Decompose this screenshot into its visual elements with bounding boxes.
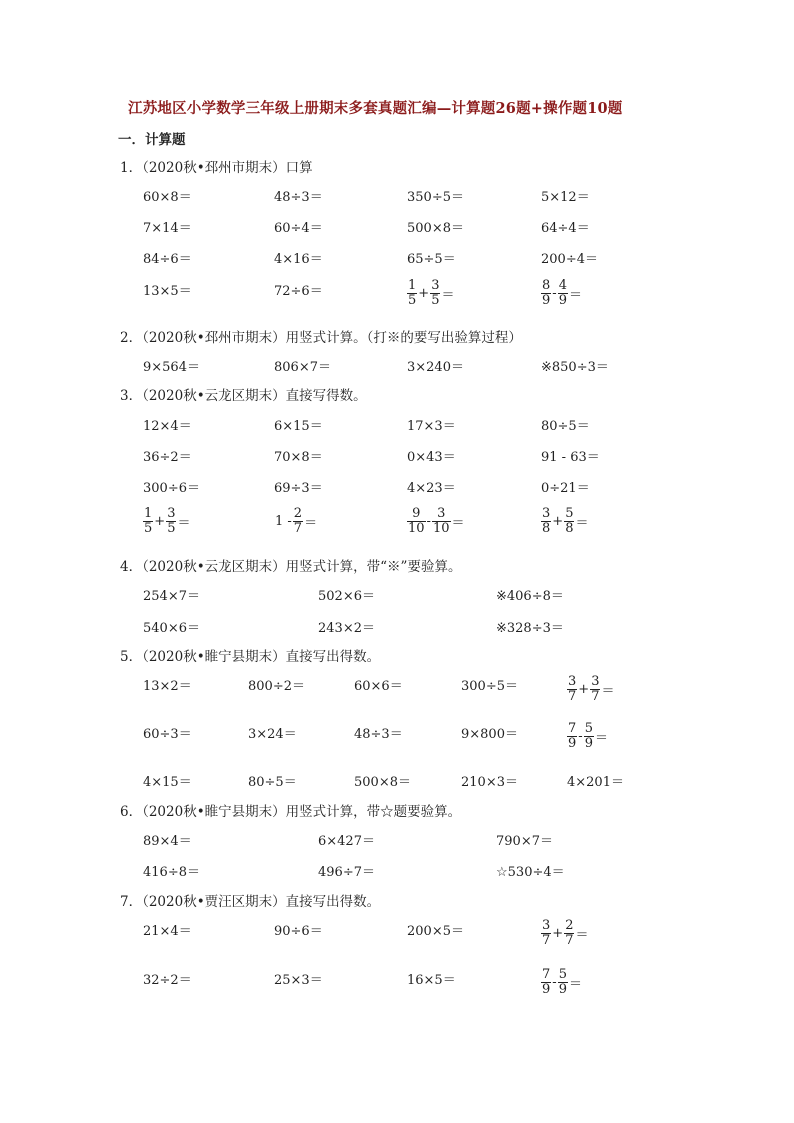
fraction (541, 279, 551, 308)
problem: 60×8＝ (143, 190, 192, 205)
problem: ※850÷3＝ (541, 360, 609, 375)
equals-sign: ＝ (568, 288, 582, 303)
operator: + (578, 682, 590, 697)
denominator: 9 (584, 736, 593, 751)
problem: 12×4＝ (143, 419, 192, 434)
fraction (541, 968, 551, 997)
problem: 60÷3＝ (143, 727, 192, 742)
numerator: 3 (568, 674, 577, 689)
denominator: 5 (144, 521, 153, 536)
equals-sign: ＝ (601, 684, 615, 699)
problem: 13×2＝ (143, 679, 192, 694)
problem: 65÷5＝ (407, 252, 456, 267)
denominator: 10 (408, 521, 425, 536)
problem: 4×15＝ (143, 775, 192, 790)
denominator: 9 (542, 293, 551, 308)
fraction (564, 919, 574, 948)
problem: 200×5＝ (407, 924, 464, 939)
denominator: 8 (542, 521, 551, 536)
question-label: 7．（2020秋•贾汪区期末）直接写出得数。 (120, 894, 381, 910)
problem: 48÷3＝ (274, 190, 323, 205)
numerator: 7 (542, 967, 551, 982)
numerator: 3 (432, 507, 451, 522)
denominator: 7 (568, 689, 577, 704)
numerator: 9 (407, 507, 426, 522)
problem: 9×800＝ (461, 727, 518, 742)
denominator: 8 (565, 521, 574, 536)
question-label: 1．（2020秋•邳州市期末）口算 (120, 160, 313, 176)
problem: 17×3＝ (407, 419, 456, 434)
equals-sign: ＝ (451, 516, 465, 531)
problem: 416÷8＝ (143, 865, 200, 880)
fraction (541, 919, 551, 948)
fraction-problem (541, 919, 589, 948)
problem: 80÷5＝ (541, 419, 590, 434)
operator: + (552, 514, 564, 529)
equals-sign: ＝ (594, 731, 608, 746)
fraction (407, 279, 417, 308)
denominator: 7 (542, 933, 551, 948)
problem: 300÷6＝ (143, 481, 200, 496)
equals-sign: ＝ (568, 977, 582, 992)
fraction (590, 675, 600, 704)
problem: 13×5＝ (143, 284, 192, 299)
question-label: 5．（2020秋•睢宁县期末）直接写出得数。 (120, 649, 381, 665)
operator: - (578, 729, 583, 744)
equals-sign: ＝ (304, 516, 318, 531)
numerator: 3 (542, 506, 551, 521)
fraction (567, 675, 577, 704)
fraction (166, 507, 176, 536)
numerator: 3 (167, 506, 176, 521)
numerator: 5 (584, 721, 593, 736)
problem: 3×240＝ (407, 360, 464, 375)
problem: 500×8＝ (354, 775, 411, 790)
problem: 64÷4＝ (541, 221, 590, 236)
problem: 5×12＝ (541, 190, 590, 205)
equals-sign: ＝ (575, 516, 589, 531)
problem: 4×23＝ (407, 481, 456, 496)
section-heading: 一．计算题 (118, 132, 186, 148)
problem: 70×8＝ (274, 450, 323, 465)
problem: 350÷5＝ (407, 190, 464, 205)
fraction-problem (567, 722, 609, 751)
problem: 502×6＝ (318, 589, 375, 604)
numerator: 5 (565, 506, 574, 521)
problem: 60÷4＝ (274, 221, 323, 236)
problem: 540×6＝ (143, 621, 200, 636)
denominator: 10 (432, 521, 450, 536)
fraction-problem (407, 279, 455, 308)
problem: 91 - 63＝ (541, 450, 600, 465)
problem: 25×3＝ (274, 973, 323, 988)
denominator: 9 (558, 293, 567, 308)
numerator: 8 (542, 278, 551, 293)
problem: 36÷2＝ (143, 450, 192, 465)
numerator: 2 (565, 918, 574, 933)
denominator: 9 (558, 982, 567, 997)
operator: + (552, 926, 564, 941)
fraction (564, 507, 574, 536)
problem: 243×2＝ (318, 621, 375, 636)
problem: 89×4＝ (143, 834, 192, 849)
problem: 9×564＝ (143, 360, 200, 375)
problem: 4×201＝ (567, 775, 624, 790)
problem: 60×6＝ (354, 679, 403, 694)
fraction (407, 507, 426, 536)
problem: 200÷4＝ (541, 252, 598, 267)
question-label: 2．（2020秋•邳州市期末）用竖式计算。（打※的要写出验算过程） (120, 330, 522, 346)
numerator: 4 (558, 278, 567, 293)
fraction (541, 507, 551, 536)
problem: 80÷5＝ (248, 775, 297, 790)
operator: - (552, 975, 557, 990)
problem: 6×427＝ (318, 834, 375, 849)
problem: ☆530÷4＝ (496, 865, 565, 880)
problem: 210×3＝ (461, 775, 518, 790)
problem: ※328÷3＝ (496, 621, 564, 636)
numerator: 1 (408, 278, 417, 293)
denominator: 9 (568, 736, 577, 751)
denominator: 5 (431, 293, 440, 308)
problem: 0×43＝ (407, 450, 456, 465)
numerator: 3 (542, 918, 551, 933)
numerator: 7 (568, 721, 577, 736)
equals-sign: ＝ (177, 516, 191, 531)
problem: 69÷3＝ (274, 481, 323, 496)
fraction (558, 968, 568, 997)
numerator: 3 (591, 674, 600, 689)
denominator: 9 (542, 982, 551, 997)
fraction-problem (143, 507, 191, 536)
page-title: 江苏地区小学数学三年级上册期末多套真题汇编—计算题26题+操作题10题 (128, 100, 623, 117)
fraction-problem (567, 675, 615, 704)
problem: 3×24＝ (248, 727, 297, 742)
fraction (567, 722, 577, 751)
fraction (558, 279, 568, 308)
problem: 790×7＝ (496, 834, 553, 849)
whole-number-term: 1 - (275, 514, 292, 529)
problem: ※406÷8＝ (496, 589, 564, 604)
problem: 800÷2＝ (248, 679, 305, 694)
equals-sign: ＝ (441, 288, 455, 303)
fraction (584, 722, 594, 751)
numerator: 3 (431, 278, 440, 293)
problem: 21×4＝ (143, 924, 192, 939)
fraction-problem (274, 507, 318, 536)
problem: 496÷7＝ (318, 865, 375, 880)
numerator: 1 (144, 506, 153, 521)
problem: 806×7＝ (274, 360, 331, 375)
problem: 16×5＝ (407, 973, 456, 988)
fraction (430, 279, 440, 308)
problem: 48÷3＝ (354, 727, 403, 742)
fraction (293, 507, 303, 536)
problem: 500×8＝ (407, 221, 464, 236)
question-label: 6．（2020秋•睢宁县期末）用竖式计算，带☆题要验算。 (120, 804, 462, 820)
operator: - (552, 286, 557, 301)
numerator: 5 (558, 967, 567, 982)
denominator: 7 (293, 521, 303, 536)
equals-sign: ＝ (575, 928, 589, 943)
operator: + (154, 514, 166, 529)
operator: + (418, 286, 430, 301)
problem: 84÷6＝ (143, 252, 192, 267)
denominator: 5 (408, 293, 417, 308)
fraction-problem (407, 507, 466, 536)
denominator: 7 (565, 933, 574, 948)
problem: 7×14＝ (143, 221, 192, 236)
fraction (143, 507, 153, 536)
fraction-problem (541, 968, 583, 997)
question-label: 3．（2020秋•云龙区期末）直接写得数。 (120, 388, 367, 404)
operator: - (426, 514, 431, 529)
denominator: 7 (591, 689, 600, 704)
problem: 6×15＝ (274, 419, 323, 434)
problem: 90÷6＝ (274, 924, 323, 939)
problem: 300÷5＝ (461, 679, 518, 694)
fraction (432, 507, 451, 536)
numerator: 2 (293, 506, 303, 521)
question-label: 4．（2020秋•云龙区期末）用竖式计算，带“※”要验算。 (120, 559, 462, 575)
problem: 4×16＝ (274, 252, 323, 267)
problem: 72÷6＝ (274, 284, 323, 299)
problem: 32÷2＝ (143, 973, 192, 988)
problem: 0÷21＝ (541, 481, 590, 496)
problem: 254×7＝ (143, 589, 200, 604)
fraction-problem (541, 507, 589, 536)
fraction-problem (541, 279, 583, 308)
denominator: 5 (167, 521, 176, 536)
